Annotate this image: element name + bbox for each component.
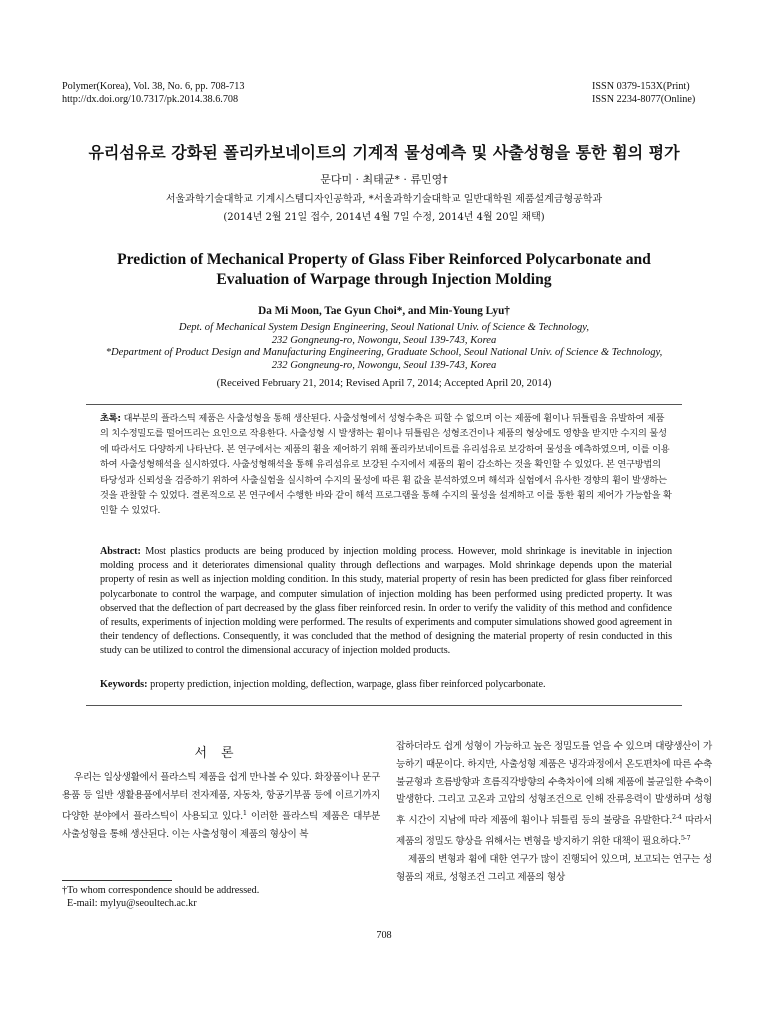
korean-authors: 문다미 · 최태균* · 류민영† xyxy=(320,173,448,186)
issn-header xyxy=(592,80,695,106)
citation-ref: 1 xyxy=(242,808,247,817)
korean-dates: (2014년 2월 21일 접수, 2014년 4월 7일 수정, 2014년 4월 20일 채택) xyxy=(223,212,545,223)
korean-affiliation: 서울과학기술대학교 기계시스템디자인공학과, *서울과학기술대학교 일반대학원 제품설계금형공학과 xyxy=(165,194,603,205)
citation-ref: 5-7 xyxy=(680,834,691,843)
journal-citation: Polymer(Korea), Vol. 38, No. 6, pp. 708-713 xyxy=(62,81,245,92)
english-abstract-text: Most plastics products are being produced by injection molding process. However, mold shrinkage is inevitable in injection molding process and it deteriorates dimensional quality through deflections and warpages. Mold shrinkage depends upon the material property of resin as well as injection molding condition. In this study, material property of resin has been predicted for glass fiber reinforced polycarbonate to control the warpage, and computer simulation of injection molding has been performed using predicted property. It was observed that the deflection of part decreased by the glass fiber reinforced resin. In order to verify the validity of this method and confidence of results, experiments of injection molding were performed. The results of experiments and computer simulations showed good agreement in their tendency of deflections. Consequently, it was concluded that the method of designing the material property of resin conducted in this study can be utilized to control the dimensional accuracy of injection molded products. xyxy=(100,546,672,657)
footnote xyxy=(62,885,382,910)
affiliation-line: 232 Gongneung-ro, Nowongu, Seoul 139-743, Korea xyxy=(271,359,497,371)
doi-link[interactable]: http://dx.doi.org/10.7317/pk.2014.38.6.708 xyxy=(62,94,239,105)
korean-abstract xyxy=(100,411,672,519)
body-paragraph: 잡하더라도 쉽게 성형이 가능하고 높은 정밀도를 얻을 수 있으며 대량생산이 가능하기 때문이다. 하지만, 사출성형 제품은 냉각과정에서 온도편차에 따른 수축 불균형과 흐름방향과 흐름직각방향의 수축차이에 의해 제품에 불균일한 수축이 발생한다. 그리고 고온과 고압의 성형조건으로 인해 잔류응력이 발생하며 성형 후 시간이 지남에 따라 제품에 휨이나 뒤틀림 등의 불량을 유발한다.$^{2-4}$ 따라서 제품의 정밀도 향상을 위해서는 변형을 방지하기 위한 대책이 필요하다.$^{5-7}$ xyxy=(396,741,712,848)
english-abstract-label: Abstract: xyxy=(100,546,141,557)
footnote-email[interactable]: E-mail: mylyu@seoultech.ac.kr xyxy=(67,897,197,909)
korean-abstract-label: 초록: xyxy=(100,413,121,424)
footnote-divider xyxy=(62,880,172,881)
footnote-correspondence: †To whom correspondence should be addressed. xyxy=(62,885,260,896)
affiliation-line: Dept. of Mechanical System Design Engineering, Seoul National Univ. of Science & Technology, xyxy=(178,322,590,333)
english-title-line-2: Evaluation of Warpage through Injection Molding xyxy=(216,271,552,288)
issn-online: ISSN 2234-8077(Online) xyxy=(592,94,696,105)
english-dates: (Received February 21, 2014; Revised April 7, 2014; Accepted April 20, 2014) xyxy=(216,378,552,389)
korean-abstract-text: 대부분의 플라스틱 제품은 사출성형을 통해 생산된다. 사출성형에서 성형수축은 피할 수 없으며 이는 제품에 휨이나 뒤틀림을 유발하여 제품의 치수정밀도를 떨어뜨리는 요인으로 작용한다. 사출성형 시 발생하는 휨이나 뒤틀림은 성형조건이나 제품의 형상에도 영향을 받지만 수지의 물성에 따라서도 다양하게 나타난다. 본 연구에서는 제품의 휨을 제어하기 위해 폴리카보네이트를 유리섬유로 보강하여 물성을 예측하였으며, 이를 이용하여 사출성형해석을 실시하였다. 사출성형해석을 통해 유리섬유로 보강된 수지에서 제품의 휨이 감소하는 것을 확인할 수 있었다. 본 연구방법의 타당성과 신뢰성을 검증하기 위하여 사출실험을 실시하여 수지의 물성에 따른 휨 값을 분석하였으며 해석과 실험에서 유사한 경향의 휨이 발생하는 것을 관찰할 수 있었다. 결론적으로 본 연구에서 수행한 바와 같이 해석 프로그램을 통해 수지의 물성을 설계하고 이를 통한 휨의 제어가 가능함을 확인할 수 있었다. xyxy=(100,413,672,517)
section-title: 서론 xyxy=(194,746,248,761)
journal-header xyxy=(62,80,244,106)
english-affiliation xyxy=(20,322,748,372)
body-paragraph: 우리는 일상생활에서 플라스틱 제품을 쉽게 만나볼 수 있다. 화장품이나 문구용품 등 일반 생활용품에서부터 전자제품, 자동차, 항공기부품 등에 이르기까지 다양한 분야에서 플라스틱이 사용되고 있다.$^1$ 이러한 플라스틱 제품은 대부분 사출성형을 통해 생산된다. 이는 사출성형이 제품의 형상이 복 xyxy=(62,772,380,840)
english-title xyxy=(40,250,728,290)
body-paragraph: 제품의 변형과 휨에 대한 연구가 많이 진행되어 있으며, 보고되는 연구는 성형품의 재료, 성형조건 그리고 제품의 형상 xyxy=(396,854,712,883)
korean-title: 유리섬유로 강화된 폴리카보네이트의 기계적 물성예측 및 사출성형을 통한 휨의 평가 xyxy=(88,143,680,162)
body-right-column xyxy=(396,738,712,887)
issn-print: ISSN 0379-153X(Print) xyxy=(592,81,690,92)
citation-ref: 2-4 xyxy=(672,813,682,822)
page-number: 708 xyxy=(376,930,392,941)
affiliation-line: 232 Gongneung-ro, Nowongu, Seoul 139-743, Korea xyxy=(271,334,497,346)
english-title-line-1: Prediction of Mechanical Property of Glass Fiber Reinforced Polycarbonate and xyxy=(117,251,651,268)
keywords xyxy=(100,679,672,690)
affiliation-line: *Department of Product Design and Manufacturing Engineering, Graduate School, Seoul National Univ. of Science & Technology, xyxy=(105,347,663,359)
keywords-text: property prediction, injection molding, deflection, warpage, glass fiber reinforced polycarbonate. xyxy=(150,679,546,690)
body-left-column xyxy=(62,769,380,843)
english-abstract xyxy=(100,545,672,659)
keywords-label: Keywords: xyxy=(100,679,148,690)
english-authors: Da Mi Moon, Tae Gyun Choi*, and Min-Young Lyu† xyxy=(258,305,510,317)
